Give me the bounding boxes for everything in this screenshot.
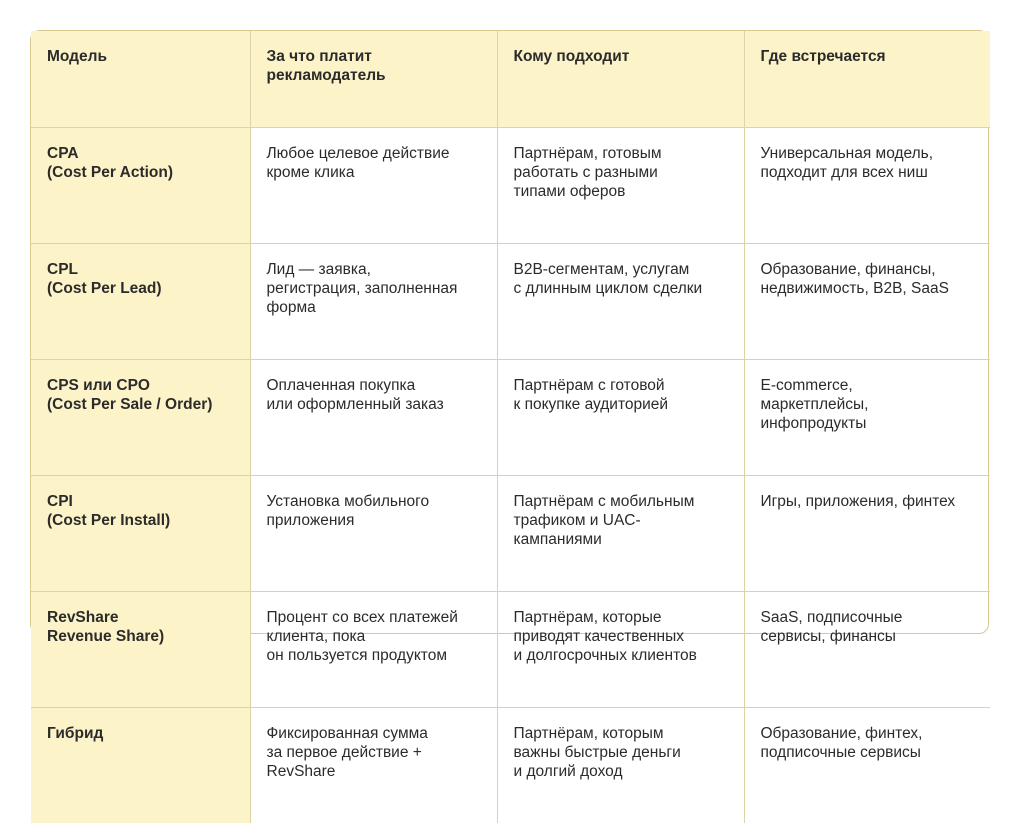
- suitable-cell: Партнёрам, которым важны быстрые деньги и долгий доход: [497, 708, 744, 823]
- table-row: [31, 476, 990, 592]
- header-model: Модель: [31, 31, 250, 128]
- where-cell: Образование, финтех, подписочные сервисы: [744, 708, 990, 823]
- header-suitable-for: Кому подходит: [497, 31, 744, 128]
- where-cell: Универсальная модель, подходит для всех ниш: [744, 128, 990, 244]
- where-cell: Образование, финансы, недвижимость, B2B, SaaS: [744, 244, 990, 360]
- table-row: [31, 708, 990, 823]
- table-row: [31, 360, 990, 476]
- model-cell: CPS или CPO (Cost Per Sale / Order): [31, 360, 250, 476]
- where-cell: SaaS, подписочные сервисы, финансы: [744, 592, 990, 708]
- payment-cell: Лид — заявка, регистрация, заполненная форма: [250, 244, 497, 360]
- table-row: [31, 592, 990, 708]
- where-cell: E-commerce, маркетплейсы, инфопродукты: [744, 360, 990, 476]
- header-row: [31, 31, 990, 128]
- model-cell: CPL (Cost Per Lead): [31, 244, 250, 360]
- model-cell: Гибрид: [31, 708, 250, 823]
- payment-cell: Фиксированная сумма за первое действие + RevShare: [250, 708, 497, 823]
- model-cell: RevShare Revenue Share): [31, 592, 250, 708]
- comparison-table: [31, 31, 990, 823]
- table-row: [31, 128, 990, 244]
- model-cell: CPI (Cost Per Install): [31, 476, 250, 592]
- payment-cell: Оплаченная покупка или оформленный заказ: [250, 360, 497, 476]
- suitable-cell: Партнёрам, готовым работать с разными типами оферов: [497, 128, 744, 244]
- suitable-cell: Партнёрам с мобильным трафиком и UAC- кампаниями: [497, 476, 744, 592]
- suitable-cell: Партнёрам, которые приводят качественных и долгосрочных клиентов: [497, 592, 744, 708]
- payment-cell: Установка мобильного приложения: [250, 476, 497, 592]
- suitable-cell: B2B-сегментам, услугам с длинным циклом сделки: [497, 244, 744, 360]
- model-cell: CPA (Cost Per Action): [31, 128, 250, 244]
- payment-cell: Любое целевое действие кроме клика: [250, 128, 497, 244]
- affiliate-models-table: [30, 30, 989, 634]
- payment-cell: Процент со всех платежей клиента, пока он пользуется продуктом: [250, 592, 497, 708]
- where-cell: Игры, приложения, финтех: [744, 476, 990, 592]
- table-row: [31, 244, 990, 360]
- header-payment: За что платит рекламодатель: [250, 31, 497, 128]
- suitable-cell: Партнёрам с готовой к покупке аудиторией: [497, 360, 744, 476]
- header-where-used: Где встречается: [744, 31, 990, 128]
